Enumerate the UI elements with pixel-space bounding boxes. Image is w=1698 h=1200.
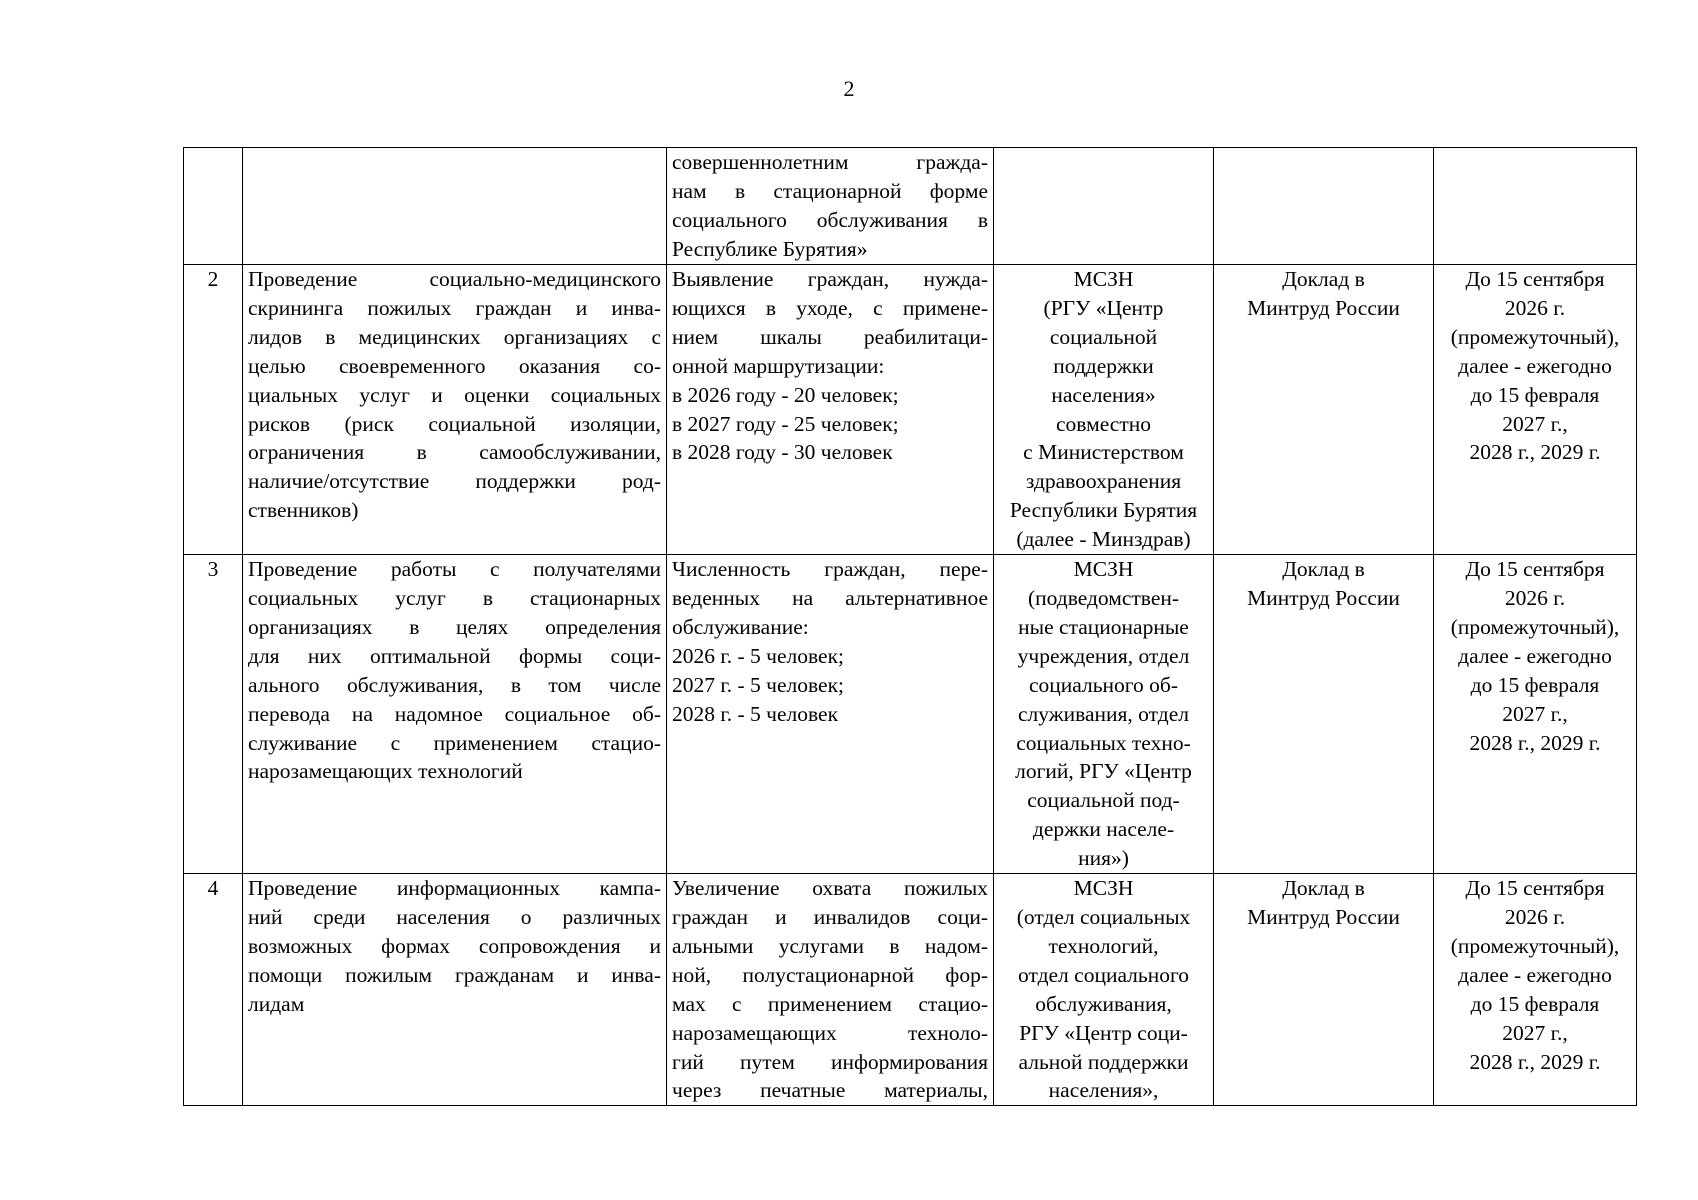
cell-line: веденных на альтернативное [672,585,988,610]
cell-line: ний среди населения о различных [248,904,661,929]
cell-line: рисков (риск социальной изоляции, [248,411,661,436]
cell-line: МСЗН [1073,267,1134,291]
cell-line: в 2028 году - 30 человек [672,440,893,465]
cell-line: с Министерством [1023,440,1184,465]
cell-line: Доклад в [1282,876,1365,901]
executor-cell [994,874,1214,1106]
cell-line: ственников) [248,498,359,523]
cell-line: Доклад в [1282,557,1365,582]
cell-line: альными услугами в надом- [672,933,988,958]
cell-line: Доклад в [1282,267,1365,291]
cell-line: ния») [1078,846,1129,871]
cell-line: отдел социального [1017,962,1190,987]
cell-line: (промежуточный), [1450,324,1620,349]
cell-line: 3 [207,557,219,582]
row-number-cell [184,265,243,555]
cell-line: до 15 февраля [1470,672,1600,697]
cell-line: (промежуточный), [1450,614,1620,639]
cell-line: Проведение информационных кампа- [248,876,661,901]
cell-line: нием шкалы реабилитаци- [672,324,988,349]
cell-line: 4 [207,876,219,901]
cell-line: Минтруд России [1247,904,1400,929]
table-row [184,874,1637,1106]
cell-line: нарозамещающих техноло- [672,1020,988,1045]
result-cell [667,874,994,1106]
cell-line: далее - ежегодно [1458,962,1612,987]
cell-line: социальных техно- [1016,730,1191,755]
cell-line: мах с применением стацио- [672,991,988,1016]
cell-line: далее - ежегодно [1458,643,1612,668]
cell-line: 2028 г., 2029 г. [1469,440,1601,465]
cell-line: лидам [248,991,305,1016]
cell-line: 2027 г., [1502,411,1568,436]
event-cell [243,265,667,555]
event-cell [243,555,667,874]
cell-line: совместно [1056,411,1151,436]
cell-line: скрининга пожилых граждан и инва- [248,295,661,320]
cell-line: Проведение работы с получателями [248,557,661,582]
completion-form-cell [1214,265,1434,555]
cell-line: циальных услуг и оценки социальных [248,382,661,407]
completion-form-cell [1214,874,1434,1106]
cell-line: 2027 г., [1502,1020,1568,1045]
row-number-cell [184,148,243,265]
completion-form-cell [1214,148,1434,265]
cell-line: гий путем информирования [672,1049,988,1074]
cell-line: (подведомствен- [1027,585,1180,610]
cell-line: целью своевременного оказания со- [248,353,661,378]
cell-line: через печатные материалы, [672,1078,988,1103]
cell-line: социальной под- [1027,788,1180,813]
cell-line: социального обслуживания в [672,207,988,232]
cell-line: До 15 сентября [1465,267,1605,291]
cell-line: До 15 сентября [1465,557,1605,582]
cell-line: МСЗН [1073,557,1134,582]
cell-line: населения» [1051,382,1156,407]
cell-line: До 15 сентября [1465,876,1605,901]
cell-line: 2026 г. [1504,295,1566,320]
cell-line: населения», [1048,1078,1159,1103]
deadline-cell [1434,874,1637,1106]
cell-line: логий, РГУ «Центр [1015,759,1192,784]
cell-line: обслуживания, [1035,991,1172,1016]
cell-line: наличие/отсутствие поддержки род- [248,469,661,494]
table-row [184,265,1637,555]
cell-line: социальной [1049,324,1158,349]
cell-line: (далее - Минздрав) [1016,527,1191,552]
cell-line: служивания, отдел [1018,701,1189,726]
cell-line: нам в стационарной форме [672,178,988,203]
table-row [184,148,1637,265]
cell-line: далее - ежегодно [1458,353,1612,378]
cell-line: обслуживание: [672,614,809,639]
cell-line: социального об- [1028,672,1179,697]
cell-line: поддержки [1053,353,1154,378]
cell-line: Республики Бурятия [1009,498,1198,523]
cell-line: в 2027 году - 25 человек; [672,411,899,436]
cell-line: нарозамещающих технологий [248,759,523,784]
cell-line: технологий, [1048,933,1159,958]
cell-line: до 15 февраля [1470,382,1600,407]
result-cell [667,265,994,555]
cell-line: 2026 г. - 5 человек; [672,643,844,668]
deadline-cell [1434,148,1637,265]
page-number: 2 [843,76,855,101]
cell-line: Проведение социально-медицинского [248,267,661,291]
cell-line: Выявление граждан, нужда- [672,267,988,291]
cell-line: перевода на надомное социальное об- [248,701,661,726]
cell-line: граждан и инвалидов соци- [672,904,988,929]
event-cell [243,148,667,265]
cell-line: РГУ «Центр соци- [1019,1020,1188,1045]
cell-line: Численность граждан, пере- [672,557,988,582]
completion-form-cell [1214,555,1434,874]
cell-line: для них оптимальной формы соци- [248,643,661,668]
cell-line: ной, полустационарной фор- [672,962,988,987]
cell-line: лидов в медицинских организациях с [248,324,661,349]
cell-line: служивание с применением стацио- [248,730,661,755]
result-cell [667,148,994,265]
cell-line: 2 [207,267,219,291]
executor-cell [994,265,1214,555]
cell-line: здравоохранения [1025,469,1182,494]
cell-line: МСЗН [1073,876,1134,901]
cell-line: ального обслуживания, в том числе [248,672,661,697]
cell-line: онной маршрутизации: [672,353,885,378]
cell-line: возможных формах сопровождения и [248,933,661,958]
cell-line: до 15 февраля [1470,991,1600,1016]
cell-line: 2026 г. [1504,585,1566,610]
cell-line: Минтруд России [1247,585,1400,610]
cell-line: (РГУ «Центр [1043,295,1164,320]
cell-line: 2027 г., [1502,701,1568,726]
cell-line: (отдел социальных [1016,904,1191,929]
measures-table [183,147,1637,1106]
table-row [184,555,1637,874]
cell-line: ющихся в уходе, с примене- [672,295,988,320]
cell-line: организациях в целях определения [248,614,661,639]
cell-line: помощи пожилым гражданам и инва- [248,962,661,987]
cell-line: в 2026 году - 20 человек; [672,382,899,407]
cell-line: Увеличение охвата пожилых [672,876,988,901]
cell-line: учреждения, отдел [1017,643,1190,668]
cell-line: совершеннолетним гражда- [672,150,988,174]
row-number-cell [184,874,243,1106]
cell-line: альной поддержки [1018,1049,1189,1074]
executor-cell [994,555,1214,874]
cell-line: Минтруд России [1247,295,1400,320]
cell-line: 2028 г., 2029 г. [1469,730,1601,755]
cell-line: 2027 г. - 5 человек; [672,672,844,697]
event-cell [243,874,667,1106]
cell-line: ограничения в самообслуживании, [248,440,661,465]
deadline-cell [1434,265,1637,555]
cell-line: держки населе- [1032,817,1175,842]
cell-line: 2028 г., 2029 г. [1469,1049,1601,1074]
cell-line: 2028 г. - 5 человек [672,701,839,726]
cell-line: социальных услуг в стационарных [248,585,661,610]
deadline-cell [1434,555,1637,874]
cell-line: (промежуточный), [1450,933,1620,958]
executor-cell [994,148,1214,265]
cell-line: ные стационарные [1018,614,1189,639]
cell-line: Республике Бурятия» [672,236,868,261]
result-cell [667,555,994,874]
cell-line: 2026 г. [1504,904,1566,929]
row-number-cell [184,555,243,874]
